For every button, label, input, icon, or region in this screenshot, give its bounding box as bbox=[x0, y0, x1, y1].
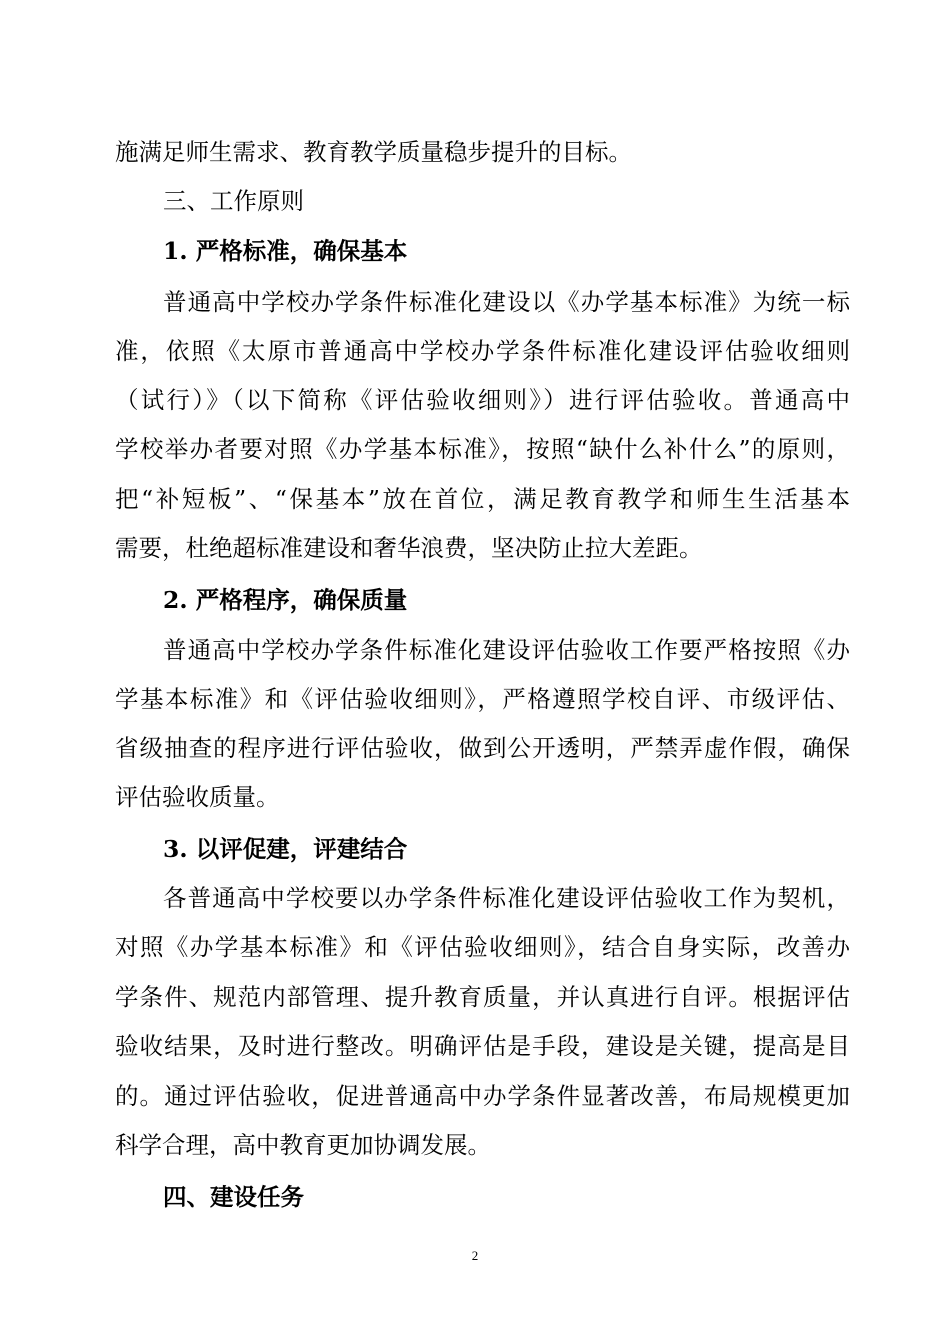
section-heading: 三、工作原则 bbox=[163, 187, 304, 215]
paragraph-line: 把“补短板”、“保基本”放在首位，满足教育教学和师生生活基本 bbox=[115, 485, 850, 513]
paragraph-line: 评估验收质量。 bbox=[115, 783, 280, 811]
paragraph-line: 各普通高中学校要以办学条件标准化建设评估验收工作为契机， bbox=[163, 884, 850, 912]
principle-title: 1. 严格标准，确保基本 bbox=[163, 237, 408, 265]
paragraph-line: 的。通过评估验收，促进普通高中办学条件显著改善，布局规模更加 bbox=[115, 1082, 850, 1110]
principle-title: 3. 以评促建，评建结合 bbox=[163, 835, 408, 863]
paragraph-line: 需要，杜绝超标准建设和奢华浪费，坚决防止拉大差距。 bbox=[115, 534, 703, 562]
paragraph-line: 学条件、规范内部管理、提升教育质量，并认真进行自评。根据评估 bbox=[115, 983, 850, 1011]
section-heading: 四、建设任务 bbox=[163, 1183, 304, 1211]
paragraph-line: 科学合理，高中教育更加协调发展。 bbox=[115, 1131, 491, 1159]
paragraph-line: 学校举办者要对照《办学基本标准》，按照“缺什么补什么”的原则， bbox=[115, 435, 850, 463]
page-number: 2 bbox=[471, 1248, 479, 1263]
principle-title: 2. 严格程序，确保质量 bbox=[163, 586, 408, 614]
paragraph-line: 普通高中学校办学条件标准化建设以《办学基本标准》为统一标 bbox=[163, 288, 850, 316]
paragraph-line: 省级抽查的程序进行评估验收，做到公开透明，严禁弄虚作假，确保 bbox=[115, 734, 850, 762]
paragraph-line: 验收结果，及时进行整改。明确评估是手段，建设是关键，提高是目 bbox=[115, 1032, 850, 1060]
paragraph-line: 学基本标准》和《评估验收细则》，严格遵照学校自评、市级评估、 bbox=[115, 685, 850, 713]
paragraph-line: 准，依照《太原市普通高中学校办学条件标准化建设评估验收细则 bbox=[115, 337, 850, 365]
paragraph-line: （试行）》（以下简称《评估验收细则》）进行评估验收。普通高中 bbox=[115, 386, 850, 414]
paragraph-line: 对照《办学基本标准》和《评估验收细则》，结合自身实际，改善办 bbox=[115, 933, 850, 961]
paragraph-line: 普通高中学校办学条件标准化建设评估验收工作要严格按照《办 bbox=[163, 636, 850, 664]
paragraph-line: 施满足师生需求、教育教学质量稳步提升的目标。 bbox=[115, 138, 632, 166]
